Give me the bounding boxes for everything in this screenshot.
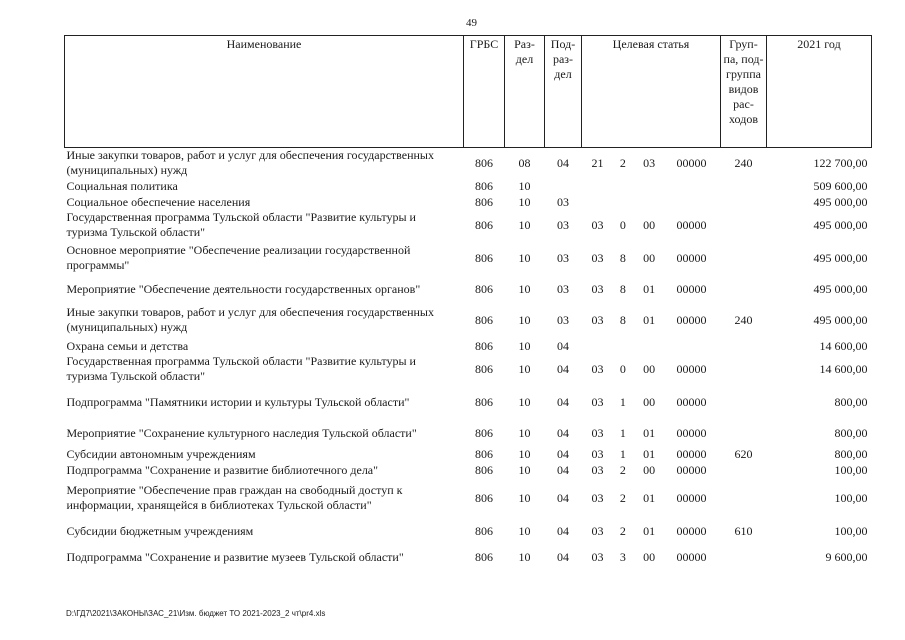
- target-part-t4: 00000: [676, 217, 707, 232]
- table-row: [65, 354, 872, 384]
- row-name: Субсидии автономным учреждениям: [66, 446, 256, 461]
- header-name: Наименование: [65, 36, 464, 148]
- row-expense-group: 620: [734, 446, 753, 461]
- row-name: Иные закупки товаров, работ и услуг для обеспечения государственных (муниципальных) нужд: [66, 148, 434, 177]
- target-part-t4: 00000: [676, 394, 707, 409]
- target-part-t3: 01: [643, 446, 656, 461]
- target-part-t4: 00000: [676, 250, 707, 265]
- table-row: [65, 338, 872, 354]
- row-name: Охрана семьи и детства: [66, 338, 189, 353]
- target-part-t1: 03: [591, 549, 604, 564]
- row-podrazdel: 04: [557, 425, 569, 440]
- row-expense-group: [721, 544, 767, 570]
- row-grbs: 806: [475, 194, 493, 209]
- target-part-t2: 0: [619, 361, 626, 376]
- row-expense-group: [721, 276, 767, 302]
- header-target: Целевая статья: [582, 36, 721, 148]
- header-razdel: Раз- дел: [505, 36, 545, 148]
- row-amount: 495 000,00: [813, 217, 868, 232]
- row-podrazdel: 04: [557, 446, 569, 461]
- target-part-t4: 00000: [676, 446, 707, 461]
- target-part-t3: 01: [643, 312, 656, 327]
- row-expense-group: [721, 194, 767, 210]
- target-part-t4: 00000: [676, 549, 707, 564]
- row-target-article: [582, 148, 721, 179]
- row-expense-group: [721, 478, 767, 518]
- table-row: [65, 302, 872, 338]
- row-razdel: 10: [518, 281, 531, 296]
- table-row: [65, 210, 872, 240]
- row-name: Социальное обеспечение населения: [66, 194, 251, 209]
- row-grbs: 806: [475, 217, 493, 232]
- row-name: Основное мероприятие "Обеспечение реализации государственной программы": [66, 243, 411, 272]
- row-target-article: [582, 544, 721, 570]
- target-part-t3: 00: [643, 250, 656, 265]
- target-part-t4: 00000: [676, 281, 707, 296]
- target-part-t2: 2: [619, 155, 626, 170]
- target-part-t3: 00: [643, 394, 656, 409]
- row-target-article: [582, 240, 721, 276]
- row-podrazdel: [545, 178, 582, 194]
- table-row: [65, 148, 872, 179]
- row-name: Мероприятие "Обеспечение деятельности государственных органов": [66, 281, 421, 296]
- target-part-t1: 03: [591, 462, 604, 477]
- table-row: [65, 462, 872, 478]
- row-podrazdel: 04: [557, 394, 569, 409]
- row-amount: 509 600,00: [813, 178, 868, 193]
- table-row: [65, 544, 872, 570]
- row-razdel: 10: [518, 462, 531, 477]
- row-expense-group: [721, 462, 767, 478]
- row-razdel: 08: [518, 155, 531, 170]
- row-podrazdel: 04: [557, 338, 569, 353]
- row-razdel: 10: [518, 338, 531, 353]
- row-razdel: 10: [518, 425, 531, 440]
- target-part-t4: 00000: [676, 462, 707, 477]
- row-podrazdel: 03: [557, 217, 569, 232]
- row-name: Подпрограмма "Памятники истории и культуры Тульской области": [66, 394, 410, 409]
- target-part-t1: 03: [591, 312, 604, 327]
- row-expense-group: 240: [734, 312, 753, 327]
- target-part-t3: 00: [643, 217, 656, 232]
- row-target-article: [582, 446, 721, 462]
- table-row: [65, 276, 872, 302]
- row-name: Государственная программа Тульской области "Развитие культуры и туризма Тульской области": [66, 354, 416, 383]
- row-amount: 122 700,00: [813, 155, 868, 170]
- row-expense-group: 610: [734, 523, 753, 538]
- row-razdel: 10: [518, 490, 531, 505]
- row-podrazdel: 03: [557, 194, 569, 209]
- row-grbs: 806: [475, 425, 493, 440]
- target-part-t2: 1: [619, 425, 626, 440]
- row-amount: 495 000,00: [813, 281, 868, 296]
- target-part-t4: 00000: [676, 312, 707, 327]
- row-target-article: [582, 384, 721, 420]
- row-podrazdel: 04: [557, 490, 569, 505]
- row-podrazdel: 03: [557, 281, 569, 296]
- target-part-t4: 00000: [676, 361, 707, 376]
- row-amount: 100,00: [834, 462, 868, 477]
- target-part-t3: 01: [643, 523, 656, 538]
- header-grbs: ГРБС: [464, 36, 505, 148]
- target-part-t3: 00: [643, 549, 656, 564]
- row-amount: 800,00: [834, 394, 868, 409]
- row-razdel: 10: [518, 312, 531, 327]
- target-part-t4: 00000: [676, 155, 707, 170]
- row-grbs: 806: [475, 462, 493, 477]
- row-name: Подпрограмма "Сохранение и развитие библиотечного дела": [66, 462, 379, 477]
- target-part-t4: 00000: [676, 425, 707, 440]
- row-name: Мероприятие "Сохранение культурного наследия Тульской области": [66, 425, 417, 440]
- row-amount: 495 000,00: [813, 250, 868, 265]
- table-row: [65, 420, 872, 446]
- row-expense-group: [721, 240, 767, 276]
- target-part-t1: 21: [591, 155, 604, 170]
- row-name: Подпрограмма "Сохранение и развитие музеев Тульской области": [66, 549, 404, 564]
- row-expense-group: [721, 354, 767, 384]
- row-name: Иные закупки товаров, работ и услуг для обеспечения государственных (муниципальных) нужд: [66, 305, 434, 334]
- row-razdel: 10: [518, 361, 531, 376]
- header-row: [65, 36, 872, 148]
- row-expense-group: [721, 338, 767, 354]
- row-amount: 14 600,00: [819, 361, 868, 376]
- row-expense-group: [721, 420, 767, 446]
- row-grbs: 806: [475, 446, 493, 461]
- row-grbs: 806: [475, 338, 493, 353]
- target-part-t2: 2: [619, 462, 626, 477]
- target-part-t1: 03: [591, 394, 604, 409]
- row-target-article: [582, 178, 721, 194]
- file-path-footer: D:\ГД7\2021\ЗАКОНЫ\ЗАС_21\Изм. бюджет ТО 2021-2023_2 чт\pr4.xls: [66, 609, 326, 618]
- row-amount: 495 000,00: [813, 312, 868, 327]
- row-podrazdel: 04: [557, 523, 569, 538]
- row-name: Мероприятие "Обеспечение прав граждан на свободный доступ к информации, хранящейся в библиотеках Тульской области": [66, 483, 403, 512]
- row-amount: 100,00: [834, 490, 868, 505]
- row-target-article: [582, 420, 721, 446]
- target-part-t2: 8: [619, 250, 626, 265]
- row-amount: 14 600,00: [819, 338, 868, 353]
- row-expense-group: [721, 210, 767, 240]
- target-part-t3: 01: [643, 490, 656, 505]
- row-name: Социальная политика: [66, 178, 178, 193]
- row-target-article: [582, 338, 721, 354]
- row-grbs: 806: [475, 312, 493, 327]
- row-amount: 800,00: [834, 425, 868, 440]
- target-part-t3: 03: [643, 155, 656, 170]
- header-year: 2021 год: [767, 36, 872, 148]
- row-target-article: [582, 354, 721, 384]
- row-grbs: 806: [475, 250, 493, 265]
- row-target-article: [582, 518, 721, 544]
- row-podrazdel: 04: [557, 549, 569, 564]
- row-target-article: [582, 302, 721, 338]
- target-part-t2: 8: [619, 312, 626, 327]
- target-part-t1: 03: [591, 281, 604, 296]
- table-row: [65, 240, 872, 276]
- table-row: [65, 194, 872, 210]
- row-podrazdel: 04: [557, 361, 569, 376]
- target-part-t3: 01: [643, 425, 656, 440]
- target-part-t3: 01: [643, 281, 656, 296]
- target-part-t4: 00000: [676, 490, 707, 505]
- row-podrazdel: 04: [557, 462, 569, 477]
- target-part-t2: 2: [619, 523, 626, 538]
- target-part-t1: 03: [591, 361, 604, 376]
- row-razdel: 10: [518, 194, 531, 209]
- header-podrazdel: Под- раз- дел: [545, 36, 582, 148]
- target-part-t4: 00000: [676, 523, 707, 538]
- target-part-t2: 2: [619, 490, 626, 505]
- row-grbs: 806: [475, 361, 493, 376]
- row-razdel: 10: [518, 394, 531, 409]
- row-target-article: [582, 478, 721, 518]
- row-razdel: 10: [518, 217, 531, 232]
- target-part-t2: 3: [619, 549, 626, 564]
- row-amount: 9 600,00: [825, 549, 868, 564]
- target-part-t1: 03: [591, 425, 604, 440]
- row-expense-group: 240: [734, 155, 753, 170]
- row-target-article: [582, 276, 721, 302]
- row-amount: 800,00: [834, 446, 868, 461]
- row-podrazdel: 03: [557, 312, 569, 327]
- row-podrazdel: 04: [557, 155, 569, 170]
- row-name: Субсидии бюджетным учреждениям: [66, 523, 254, 538]
- row-razdel: 10: [518, 446, 531, 461]
- table-row: [65, 446, 872, 462]
- row-razdel: 10: [518, 250, 531, 265]
- table-row: [65, 384, 872, 420]
- row-razdel: 10: [518, 523, 531, 538]
- row-amount: 495 000,00: [813, 194, 868, 209]
- row-grbs: 806: [475, 490, 493, 505]
- target-part-t3: 00: [643, 462, 656, 477]
- header-group: Груп- па, под- группа видов рас- ходов: [721, 36, 767, 148]
- row-target-article: [582, 194, 721, 210]
- row-grbs: 806: [475, 281, 493, 296]
- row-podrazdel: 03: [557, 250, 569, 265]
- target-part-t3: 00: [643, 361, 656, 376]
- row-grbs: 806: [475, 178, 493, 193]
- row-grbs: 806: [475, 523, 493, 538]
- row-target-article: [582, 462, 721, 478]
- target-part-t2: 8: [619, 281, 626, 296]
- target-part-t2: 1: [619, 394, 626, 409]
- row-razdel: 10: [518, 178, 531, 193]
- target-part-t1: 03: [591, 217, 604, 232]
- row-amount: 100,00: [834, 523, 868, 538]
- row-razdel: 10: [518, 549, 531, 564]
- row-name: Государственная программа Тульской области "Развитие культуры и туризма Тульской области": [66, 210, 416, 239]
- target-part-t2: 0: [619, 217, 626, 232]
- budget-table: [64, 35, 872, 570]
- row-expense-group: [721, 178, 767, 194]
- row-grbs: 806: [475, 394, 493, 409]
- table-row: [65, 478, 872, 518]
- table-row: [65, 178, 872, 194]
- row-grbs: 806: [475, 155, 493, 170]
- row-target-article: [582, 210, 721, 240]
- target-part-t2: 1: [619, 446, 626, 461]
- row-grbs: 806: [475, 549, 493, 564]
- target-part-t1: 03: [591, 490, 604, 505]
- page-number: 49: [466, 17, 477, 29]
- target-part-t1: 03: [591, 523, 604, 538]
- target-part-t1: 03: [591, 446, 604, 461]
- table-row: [65, 518, 872, 544]
- row-expense-group: [721, 384, 767, 420]
- target-part-t1: 03: [591, 250, 604, 265]
